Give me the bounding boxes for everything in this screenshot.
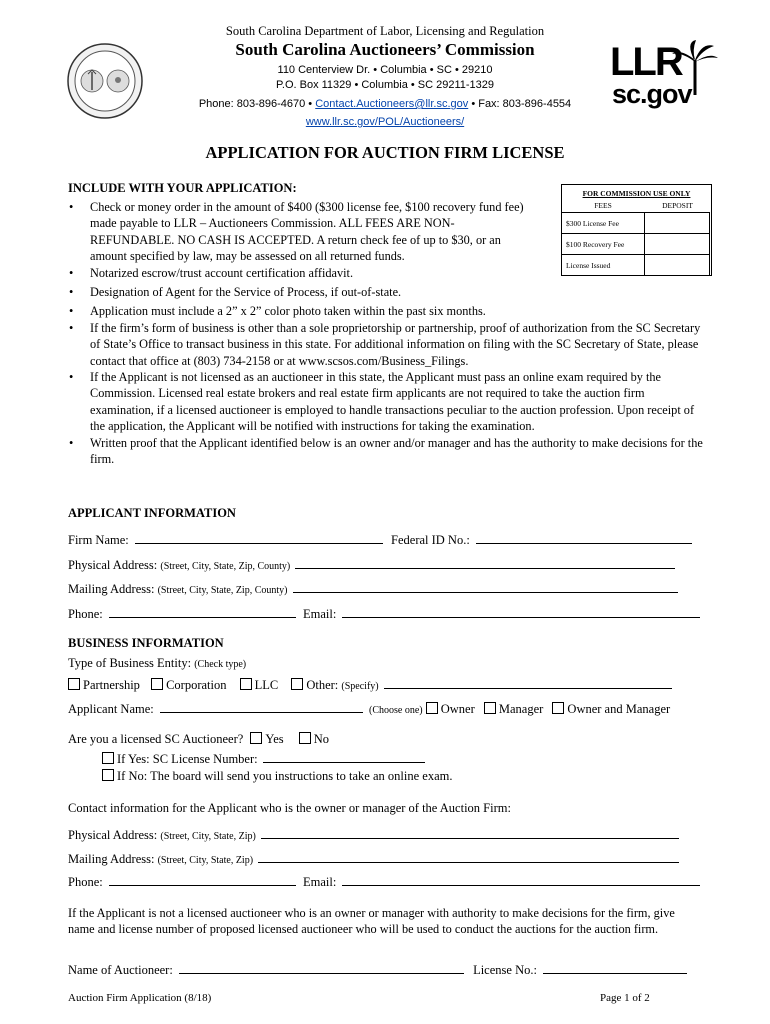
if-no-checkbox[interactable]	[102, 769, 114, 781]
logo-llr-text: LLR	[610, 40, 682, 84]
licensed-no-label: No	[313, 732, 330, 746]
list-item: • If the Applicant is not licensed as an auctioneer in this state, the Applicant must pass an online exam required by the Commission. Licensed real estate brokers and real estate firm applicants are not required to take the auction firm examination, if a licensed auctioneer is employed to handle transactions peculiar to the auction profession. Upon receipt of the application, the Applicant will be notified with instructions for taking the examination.	[67, 369, 707, 435]
address-hint: (Street, City, State, Zip, County)	[160, 561, 291, 572]
auctioneer-name-field[interactable]	[179, 961, 464, 974]
fees-column-header: FEES	[594, 201, 612, 210]
licensed-no-checkbox[interactable]	[299, 732, 311, 744]
address-hint: (Street, City, State, Zip)	[160, 831, 256, 842]
address-line-2: P.O. Box 11329 • Columbia • SC 29211-1329	[275, 79, 495, 91]
entity-type-label: Type of Business Entity:	[68, 656, 192, 670]
contact-physical-address-field[interactable]	[261, 826, 679, 839]
contact-mailing-address-field[interactable]	[258, 850, 679, 863]
website-link[interactable]: www.llr.sc.gov/POL/Auctioneers/	[305, 116, 465, 128]
owner-label: Owner	[440, 702, 475, 716]
license-no-field[interactable]	[543, 961, 687, 974]
license-no-label: License No.:	[473, 963, 537, 977]
other-specify-field[interactable]	[384, 676, 672, 689]
owner-and-manager-label: Owner and Manager	[567, 702, 671, 716]
contact-physical-address-label: Physical Address:	[68, 828, 158, 842]
other-label: Other:	[306, 678, 339, 692]
contact-email-field[interactable]	[342, 873, 700, 886]
physical-address-field[interactable]	[295, 556, 675, 569]
corporation-label: Corporation	[166, 678, 227, 692]
form-identifier: Auction Firm Application (8/18)	[68, 992, 212, 1004]
email-link[interactable]: Contact.Auctioneers@llr.sc.gov	[315, 98, 469, 110]
llc-label: LLC	[254, 678, 279, 692]
owner-and-manager-checkbox[interactable]	[552, 702, 564, 714]
list-item: • Designation of Agent for the Service of Process, if out-of-state.	[67, 284, 707, 300]
address-hint: (Street, City, State, Zip, County)	[157, 585, 288, 596]
list-item: • Notarized escrow/trust account certification affidavit.	[67, 265, 707, 281]
business-heading: BUSINESS INFORMATION	[68, 636, 224, 650]
state-seal	[66, 42, 144, 120]
licensed-yes-label: Yes	[265, 732, 284, 746]
contact-mailing-address-label: Mailing Address:	[68, 852, 155, 866]
other-checkbox[interactable]	[291, 678, 303, 690]
commission-use-heading: FOR COMMISSION USE ONLY	[582, 189, 691, 198]
sc-license-number-field[interactable]	[263, 750, 425, 763]
department-name: South Carolina Department of Labor, Licensing and Regulation	[225, 24, 545, 38]
logo-scgov-text: sc.gov	[612, 79, 692, 109]
list-item: • Check or money order in the amount of $400 ($300 license fee, $100 recovery fund fee) made payable to LLR – Auctioneers Commission. ALL FEES ARE NON-REFUNDABLE. NO CASH IS ACCEPTED. A return check fee of up to $30, or an amount specified by law, may be assessed on all returned funds.	[67, 199, 538, 265]
licensed-yes-checkbox[interactable]	[250, 732, 262, 744]
applicant-name-field[interactable]	[160, 700, 363, 713]
choose-one-hint: (Choose one)	[369, 705, 423, 716]
address-hint: (Street, City, State, Zip)	[157, 855, 254, 866]
owner-checkbox[interactable]	[426, 702, 438, 714]
federal-id-label: Federal ID No.:	[391, 533, 470, 547]
deposit-column-header: DEPOSIT	[662, 201, 693, 210]
email-label: Email:	[302, 607, 337, 621]
contact-phone-label: Phone:	[68, 875, 103, 889]
phone-label: Phone:	[68, 607, 103, 621]
commission-name: South Carolina Auctioneers’ Commission	[235, 40, 535, 59]
manager-label: Manager	[498, 702, 544, 716]
contact-phone-field[interactable]	[109, 873, 296, 886]
deposit-cell	[645, 255, 710, 276]
page-number: Page 1 of 2	[600, 992, 650, 1004]
llr-logo	[606, 40, 722, 112]
partnership-label: Partnership	[83, 678, 140, 692]
fax-text: • Fax: 803-896-4554	[471, 98, 572, 110]
auctioneer-name-label: Name of Auctioneer:	[68, 963, 173, 977]
if-yes-label: If Yes: SC License Number:	[117, 752, 258, 766]
if-yes-checkbox[interactable]	[102, 752, 114, 764]
applicant-name-label: Applicant Name:	[68, 702, 154, 716]
partnership-checkbox[interactable]	[68, 678, 80, 690]
if-no-label: If No: The board will send you instructions to take an online exam.	[117, 769, 453, 783]
mailing-address-label: Mailing Address:	[68, 582, 155, 596]
phone-text: Phone: 803-896-4670 •	[198, 98, 313, 110]
applicant-heading: APPLICANT INFORMATION	[68, 506, 236, 520]
list-item: • Application must include a 2” x 2” color photo taken within the past six months.	[67, 303, 707, 319]
fee-row-label: $300 License Fee	[562, 213, 645, 234]
list-item: • If the firm’s form of business is other than a sole proprietorship or partnership, proof of authorization from the SC Secretary of State’s Office to transact business in this state. For additional information on filing with the SC Secretary of State, please contact that office at (803) 734-2158 or at www.scsos.com/Business_Filings.	[67, 320, 707, 369]
commission-use-box	[561, 184, 712, 276]
deposit-cell	[645, 234, 710, 255]
specify-hint: (Specify)	[341, 681, 379, 692]
fee-row-label: $100 Recovery Fee	[562, 234, 645, 255]
firm-name-label: Firm Name:	[68, 533, 129, 547]
not-licensed-instructions: If the Applicant is not a licensed auctioneer who is an owner or manager with authority to make decisions for the firm, give name and license number of proposed licensed auctioneer who will be used to conduct the auctions for the auction firm.	[68, 906, 675, 936]
phone-field[interactable]	[109, 605, 296, 618]
licensed-question: Are you a licensed SC Auctioneer?	[68, 732, 244, 746]
federal-id-field[interactable]	[476, 531, 692, 544]
deposit-cell	[645, 213, 710, 234]
physical-address-label: Physical Address:	[68, 558, 158, 572]
corporation-checkbox[interactable]	[151, 678, 163, 690]
firm-name-field[interactable]	[135, 531, 383, 544]
check-type-hint: (Check type)	[194, 659, 247, 670]
include-heading: INCLUDE WITH YOUR APPLICATION:	[68, 181, 297, 195]
contact-intro: Contact information for the Applicant who is the owner or manager of the Auction Firm:	[68, 801, 511, 815]
fee-row-label: License Issued	[562, 255, 645, 276]
page-title: APPLICATION FOR AUCTION FIRM LICENSE	[205, 143, 565, 162]
llc-checkbox[interactable]	[240, 678, 252, 690]
email-field[interactable]	[342, 605, 700, 618]
mailing-address-field[interactable]	[293, 580, 678, 593]
manager-checkbox[interactable]	[484, 702, 496, 714]
contact-email-label: Email:	[302, 875, 337, 889]
address-line-1: 110 Centerview Dr. • Columbia • SC • 29210	[277, 64, 493, 76]
list-item: • Written proof that the Applicant identified below is an owner and/or manager and has the authority to make decisions for the firm.	[67, 435, 707, 468]
